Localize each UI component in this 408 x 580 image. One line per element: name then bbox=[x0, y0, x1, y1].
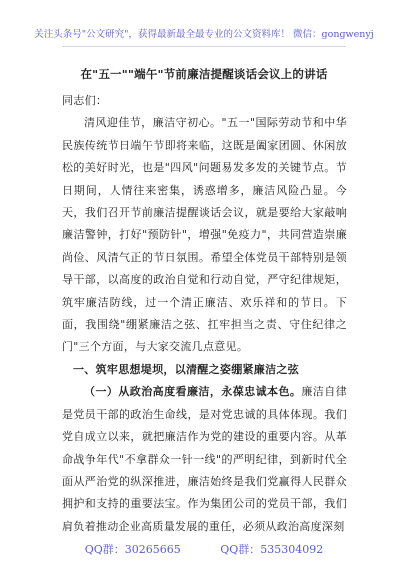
subheading-1: （一）从政治高度看廉洁，永葆忠诚本色。 bbox=[84, 385, 302, 399]
section-heading-1: 一、筑牢思想堤坝，以清醒之姿绷紧廉洁之弦 bbox=[73, 362, 299, 376]
footer-qq-group-2: QQ群：535304092 bbox=[220, 543, 324, 556]
paragraph-sub1 bbox=[62, 381, 347, 538]
document-body bbox=[62, 90, 347, 538]
header-divider bbox=[62, 46, 346, 47]
footer bbox=[0, 541, 408, 557]
salutation: 同志们： bbox=[62, 94, 108, 107]
header-banner: 关注头条号"公文研究"，获得最新最全最专业的公文资料库！ 微信：gongwenyj bbox=[34, 29, 374, 40]
footer-qq-group-1: QQ群：30265665 bbox=[84, 543, 181, 556]
subheading-1-text: 廉洁自律是党员干部的政治生命线，是对党忠诚的具体体现。我们党自成立以来，就把廉洁作为党的建设的重要内容。从革命战争年代"不拿群众一针一线"的严明纪律，到新时代全面从严治党的纵深推进，廉洁始终是我们党赢得人民群众拥护和支持的重要法宝。作为集团公司的党员干部，我们肩负着推动企业高质量发展的重任，必须从政治高度深刻 bbox=[62, 385, 347, 533]
paragraph-intro: 清风迎佳节，廉洁守初心。"五一"国际劳动节和中华民族传统节日端午节即将来临，这既是阖家团圆、休闲放松的美好时光，也是"四风"问题易发多发的关键节点。节日期间，人情往来密集，诱惑增多，廉洁风险凸显。今天，我们召开节前廉洁提醒谈话会议，就是要给大家敲响廉洁警钟，打好"预防针"，增强"免疫力"，共同营造崇廉尚俭、风清气正的节日氛围。希望全体党员干部特别是领导干部，以高度的政治自觉和行动自觉，严守纪律规矩，筑牢廉洁防线，过一个清正廉洁、欢乐祥和的节日。下面，我围绕"绷紧廉洁之弦、扛牢担当之责、守住纪律之门"三个方面，与大家交流几点意见。 bbox=[62, 116, 347, 354]
document-title: 在"五一""端午"节前廉洁提醒谈话会议上的讲话 bbox=[80, 67, 328, 81]
